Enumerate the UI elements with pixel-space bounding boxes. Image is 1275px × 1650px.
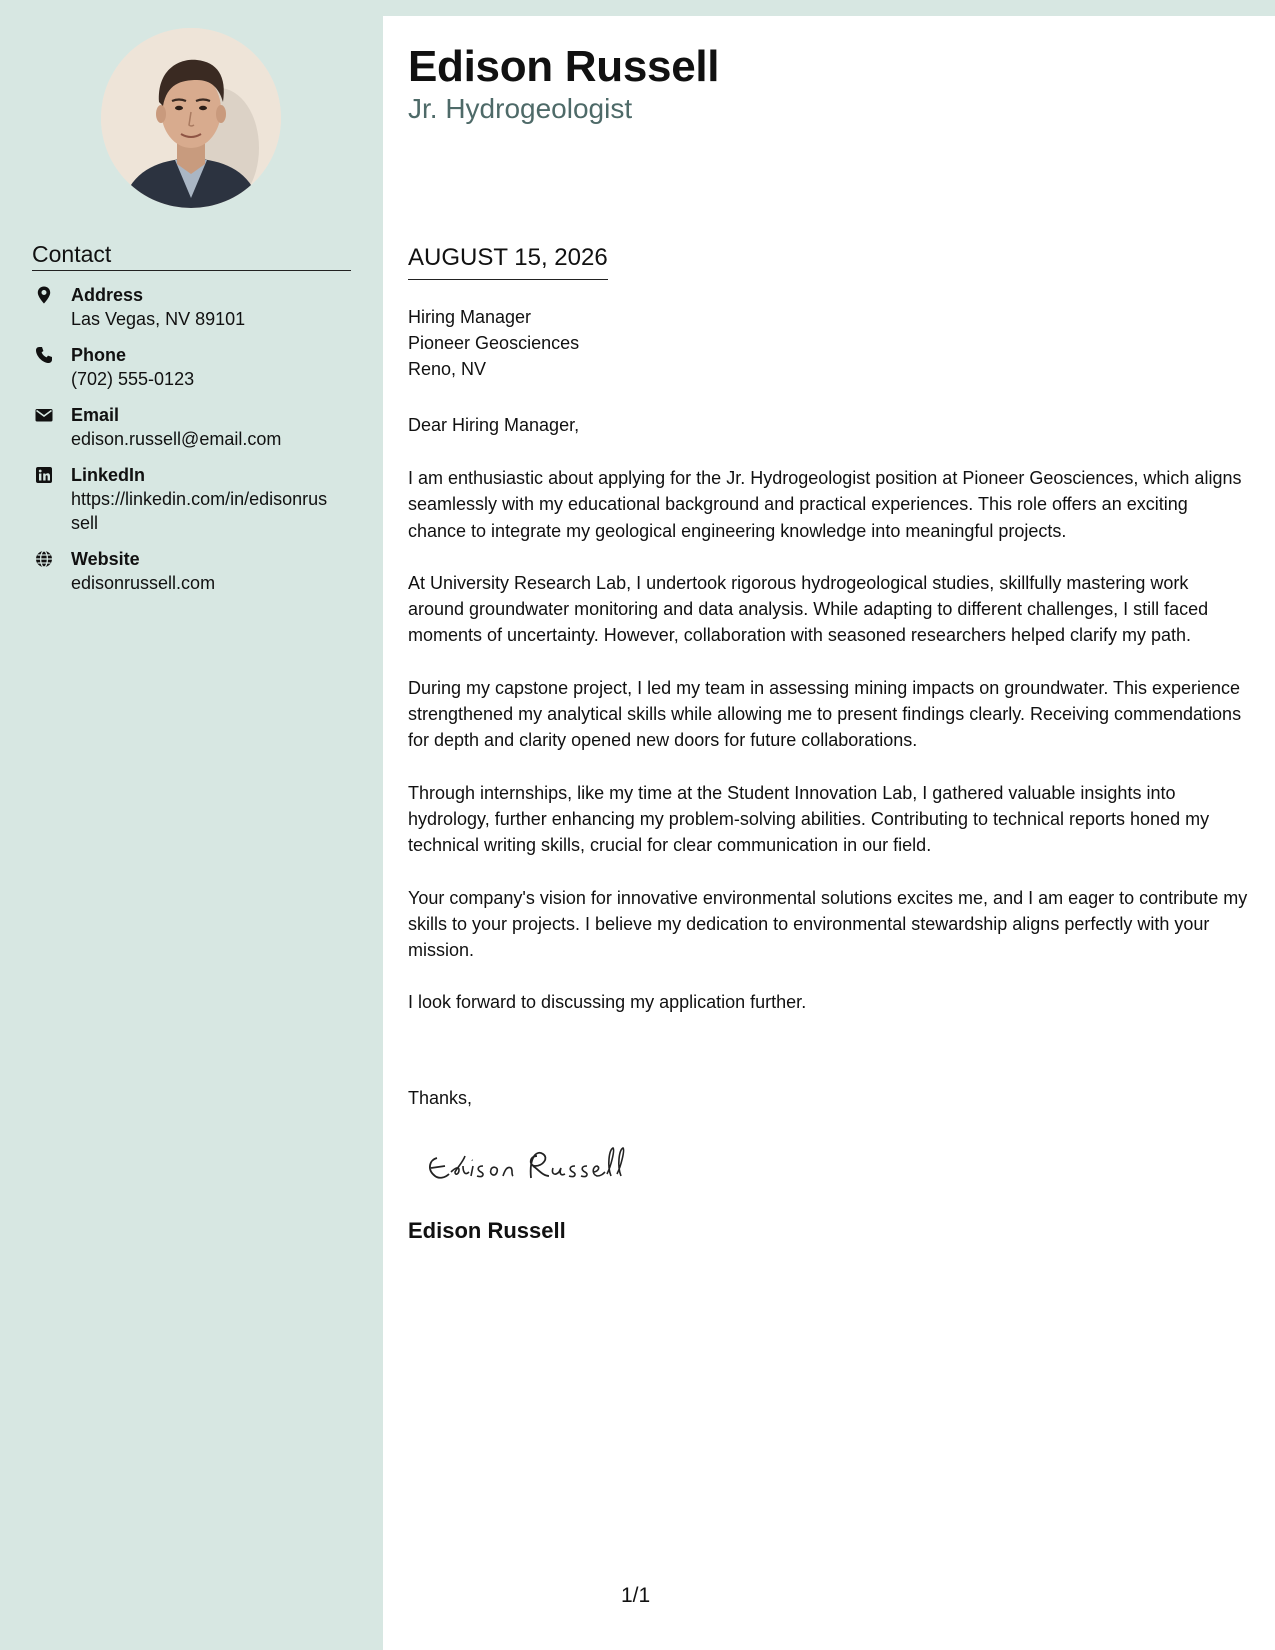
website-value[interactable]: edisonrussell.com [71, 573, 216, 593]
contact-item-website [32, 547, 352, 595]
contact-item-phone [32, 343, 352, 391]
recipient-company: Pioneer Geosciences [408, 333, 580, 353]
body-paragraph: At University Research Lab, I undertook rigorous hydrogeological studies, skillfully mastering work around groundwater monitoring and data analysis. While adapting to different challenges, I still faced moments of uncertainty. However, collaboration with seasoned researchers helped clarify my path. [408, 572, 1209, 646]
globe-icon [34, 549, 54, 569]
linkedin-icon [34, 465, 54, 485]
recipient-block [408, 304, 579, 382]
avatar [101, 28, 281, 208]
sidebar [0, 0, 383, 1650]
body-paragraph: I look forward to discussing my application further. [408, 992, 807, 1013]
contact-label: Website [71, 549, 140, 569]
contact-item-email [32, 403, 352, 451]
contact-item-linkedin [32, 463, 352, 535]
applicant-name: Edison Russell [408, 42, 720, 91]
recipient-location: Reno, NV [408, 359, 487, 379]
closing: Thanks, [408, 1088, 473, 1108]
letter-date: AUGUST 15, 2026 [408, 243, 608, 280]
portrait-photo [101, 28, 281, 208]
envelope-icon [34, 405, 54, 425]
salutation: Dear Hiring Manager, [408, 415, 580, 435]
contact-label: Email [71, 405, 120, 425]
contact-heading: Contact [32, 240, 351, 271]
body-paragraph: Through internships, like my time at the Student Innovation Lab, I gathered valuable insights into hydrology, further enhancing my problem-solving abilities. Contributing to technical reports honed my technical writing skills, crucial for clear communication in our field. [408, 782, 1210, 856]
letter-main [383, 16, 1275, 1650]
job-title: Jr. Hydrogeologist [408, 93, 633, 124]
page-number: 1/1 [621, 1584, 651, 1607]
contact-label: Phone [71, 345, 127, 365]
body-paragraph: I am enthusiastic about applying for the Jr. Hydrogeologist position at Pioneer Geosciences, which aligns seamlessly with my educational background and practical experiences. This role offers an exciting chance to integrate my geological engineering knowledge into meaningful projects. [408, 468, 1242, 541]
body-paragraph: Your company's vision for innovative environmental solutions excites me, and I am eager to contribute my skills to your projects. I believe my dedication to environmental stewardship aligns perfectly with your mission. [408, 887, 1248, 961]
handwritten-signature [425, 1136, 665, 1196]
email-value[interactable]: edison.russell@email.com [71, 429, 282, 449]
contact-label: LinkedIn [71, 465, 146, 485]
contact-label: Address [71, 285, 144, 305]
signer-name: Edison Russell [408, 1218, 566, 1243]
letter-body [408, 465, 1248, 1042]
contact-list [32, 283, 352, 607]
linkedin-value[interactable]: https://linkedin.com/in/edisonrussell [71, 489, 328, 533]
phone-value[interactable]: (702) 555-0123 [71, 369, 195, 389]
contact-item-address [32, 283, 352, 331]
location-pin-icon [34, 285, 54, 305]
recipient-name: Hiring Manager [408, 307, 532, 327]
address-value: Las Vegas, NV 89101 [71, 309, 246, 329]
phone-icon [34, 345, 54, 365]
body-paragraph: During my capstone project, I led my team in assessing mining impacts on groundwater. This experience strengthened my analytical skills while allowing me to present findings clearly. Receiving commendations for depth and clarity opened new doors for future collaborations. [408, 677, 1242, 751]
